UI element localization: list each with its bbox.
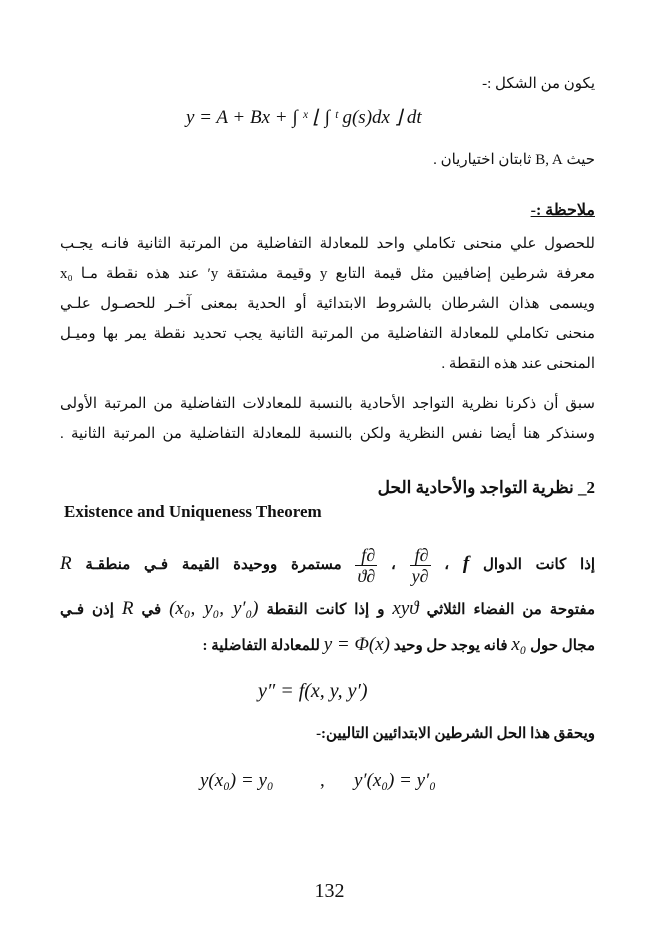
note-line-3: ويسمى هذان الشرطان بالشروط الابتدائية أو الحدية بمعنى آخـر للحصـول علـي <box>60 296 595 312</box>
constants-line: حيث B, A ثابتان اختياريان . <box>433 152 595 168</box>
denominator: ∂ϑ <box>357 566 376 587</box>
note-line-2: معرفة شرطين إضافيين مثل قيمة التابع y وقيمة مشتقة y′ عند هذه نقطة مـا x₀ <box>60 266 595 282</box>
theorem-text: إذا كانت الدوال <box>482 557 596 573</box>
note-line-1: للحصول علي منحنى تكاملي واحد للمعادلة التفاضلية من المرتبة الثانية فانـه يجـب <box>60 236 595 252</box>
numerator: ∂f <box>410 545 431 566</box>
theorem-text: مجال حول <box>530 638 595 654</box>
theorem-line-3 <box>60 632 595 659</box>
condition-separator: , <box>320 770 325 791</box>
math-x0: x₀ <box>511 634 527 655</box>
partial-f-dy <box>410 545 431 586</box>
math-f: f <box>462 553 470 574</box>
math-R: R <box>60 553 72 574</box>
section-heading-english: Existence and Uniqueness Theorem <box>64 502 322 521</box>
page-number: 132 <box>314 880 345 902</box>
theorem-text: مفتوحة من الفضاء الثلاثي <box>426 602 595 618</box>
equation-general-solution: y = A + Bx + ∫ ˣ ⌊ ∫ ᵗ g(s)dx ⌋ dt <box>186 107 422 128</box>
note-title: ملاحظة :- <box>530 202 595 219</box>
theorem-text: فانه يوجد حل وحيد <box>393 638 508 654</box>
equation-second-order: y″ = f(x, y, y′) <box>258 680 368 702</box>
theorem-text: إذن فـي <box>60 602 114 618</box>
denominator: ∂y <box>411 566 429 587</box>
separator: ، <box>390 557 396 573</box>
intro-line: يكون من الشكل :- <box>482 76 595 92</box>
note-line-4: منحنى تكاملي للمعادلة التفاضلية من المرتبة الثانية يجب تحديد نقطة يمر بها وميـل <box>60 326 595 342</box>
theorem-line-2 <box>60 596 595 623</box>
recall-line-2: وسنذكر هنا أيضا نفس النظرية ولكن بالنسبة للمعادلة التفاضلية من المرتبة الثانية . <box>60 426 595 442</box>
theorem-text: للمعادلة التفاضلية : <box>202 638 320 654</box>
separator: ، <box>444 557 450 573</box>
math-point: (x₀, y₀, y′₀) <box>169 598 259 619</box>
theorem-text: في <box>141 602 162 618</box>
theorem-text: مستمرة ووحيدة القيمة فـي منطقـة <box>85 557 342 573</box>
math-solution: y = Φ(x) <box>323 634 391 655</box>
math-space: xyϑ <box>392 598 419 619</box>
theorem-line-1 <box>60 544 595 586</box>
recall-line-1: سبق أن ذكرنا نظرية التواجد الأحادية بالنسبة للمعادلات التفاضلية من المرتبة الأولى <box>60 396 595 412</box>
note-line-5: المنحنى عند هذه النقطة . <box>441 356 595 372</box>
numerator: ∂f <box>355 545 377 566</box>
partial-f-dtheta <box>355 545 377 586</box>
theorem-text: و إذا كانت النقطة <box>266 602 385 618</box>
initial-condition-1: y(x₀) = y₀ <box>200 770 274 791</box>
conditions-intro: ويحقق هذا الحل الشرطين الابتدائيين التاليين:- <box>316 726 595 742</box>
section-heading-arabic: 2_ نظرية التواجد والأحادية الحل <box>377 478 595 497</box>
math-R: R <box>121 598 134 619</box>
initial-condition-2: y′(x₀) = y′₀ <box>354 770 436 791</box>
